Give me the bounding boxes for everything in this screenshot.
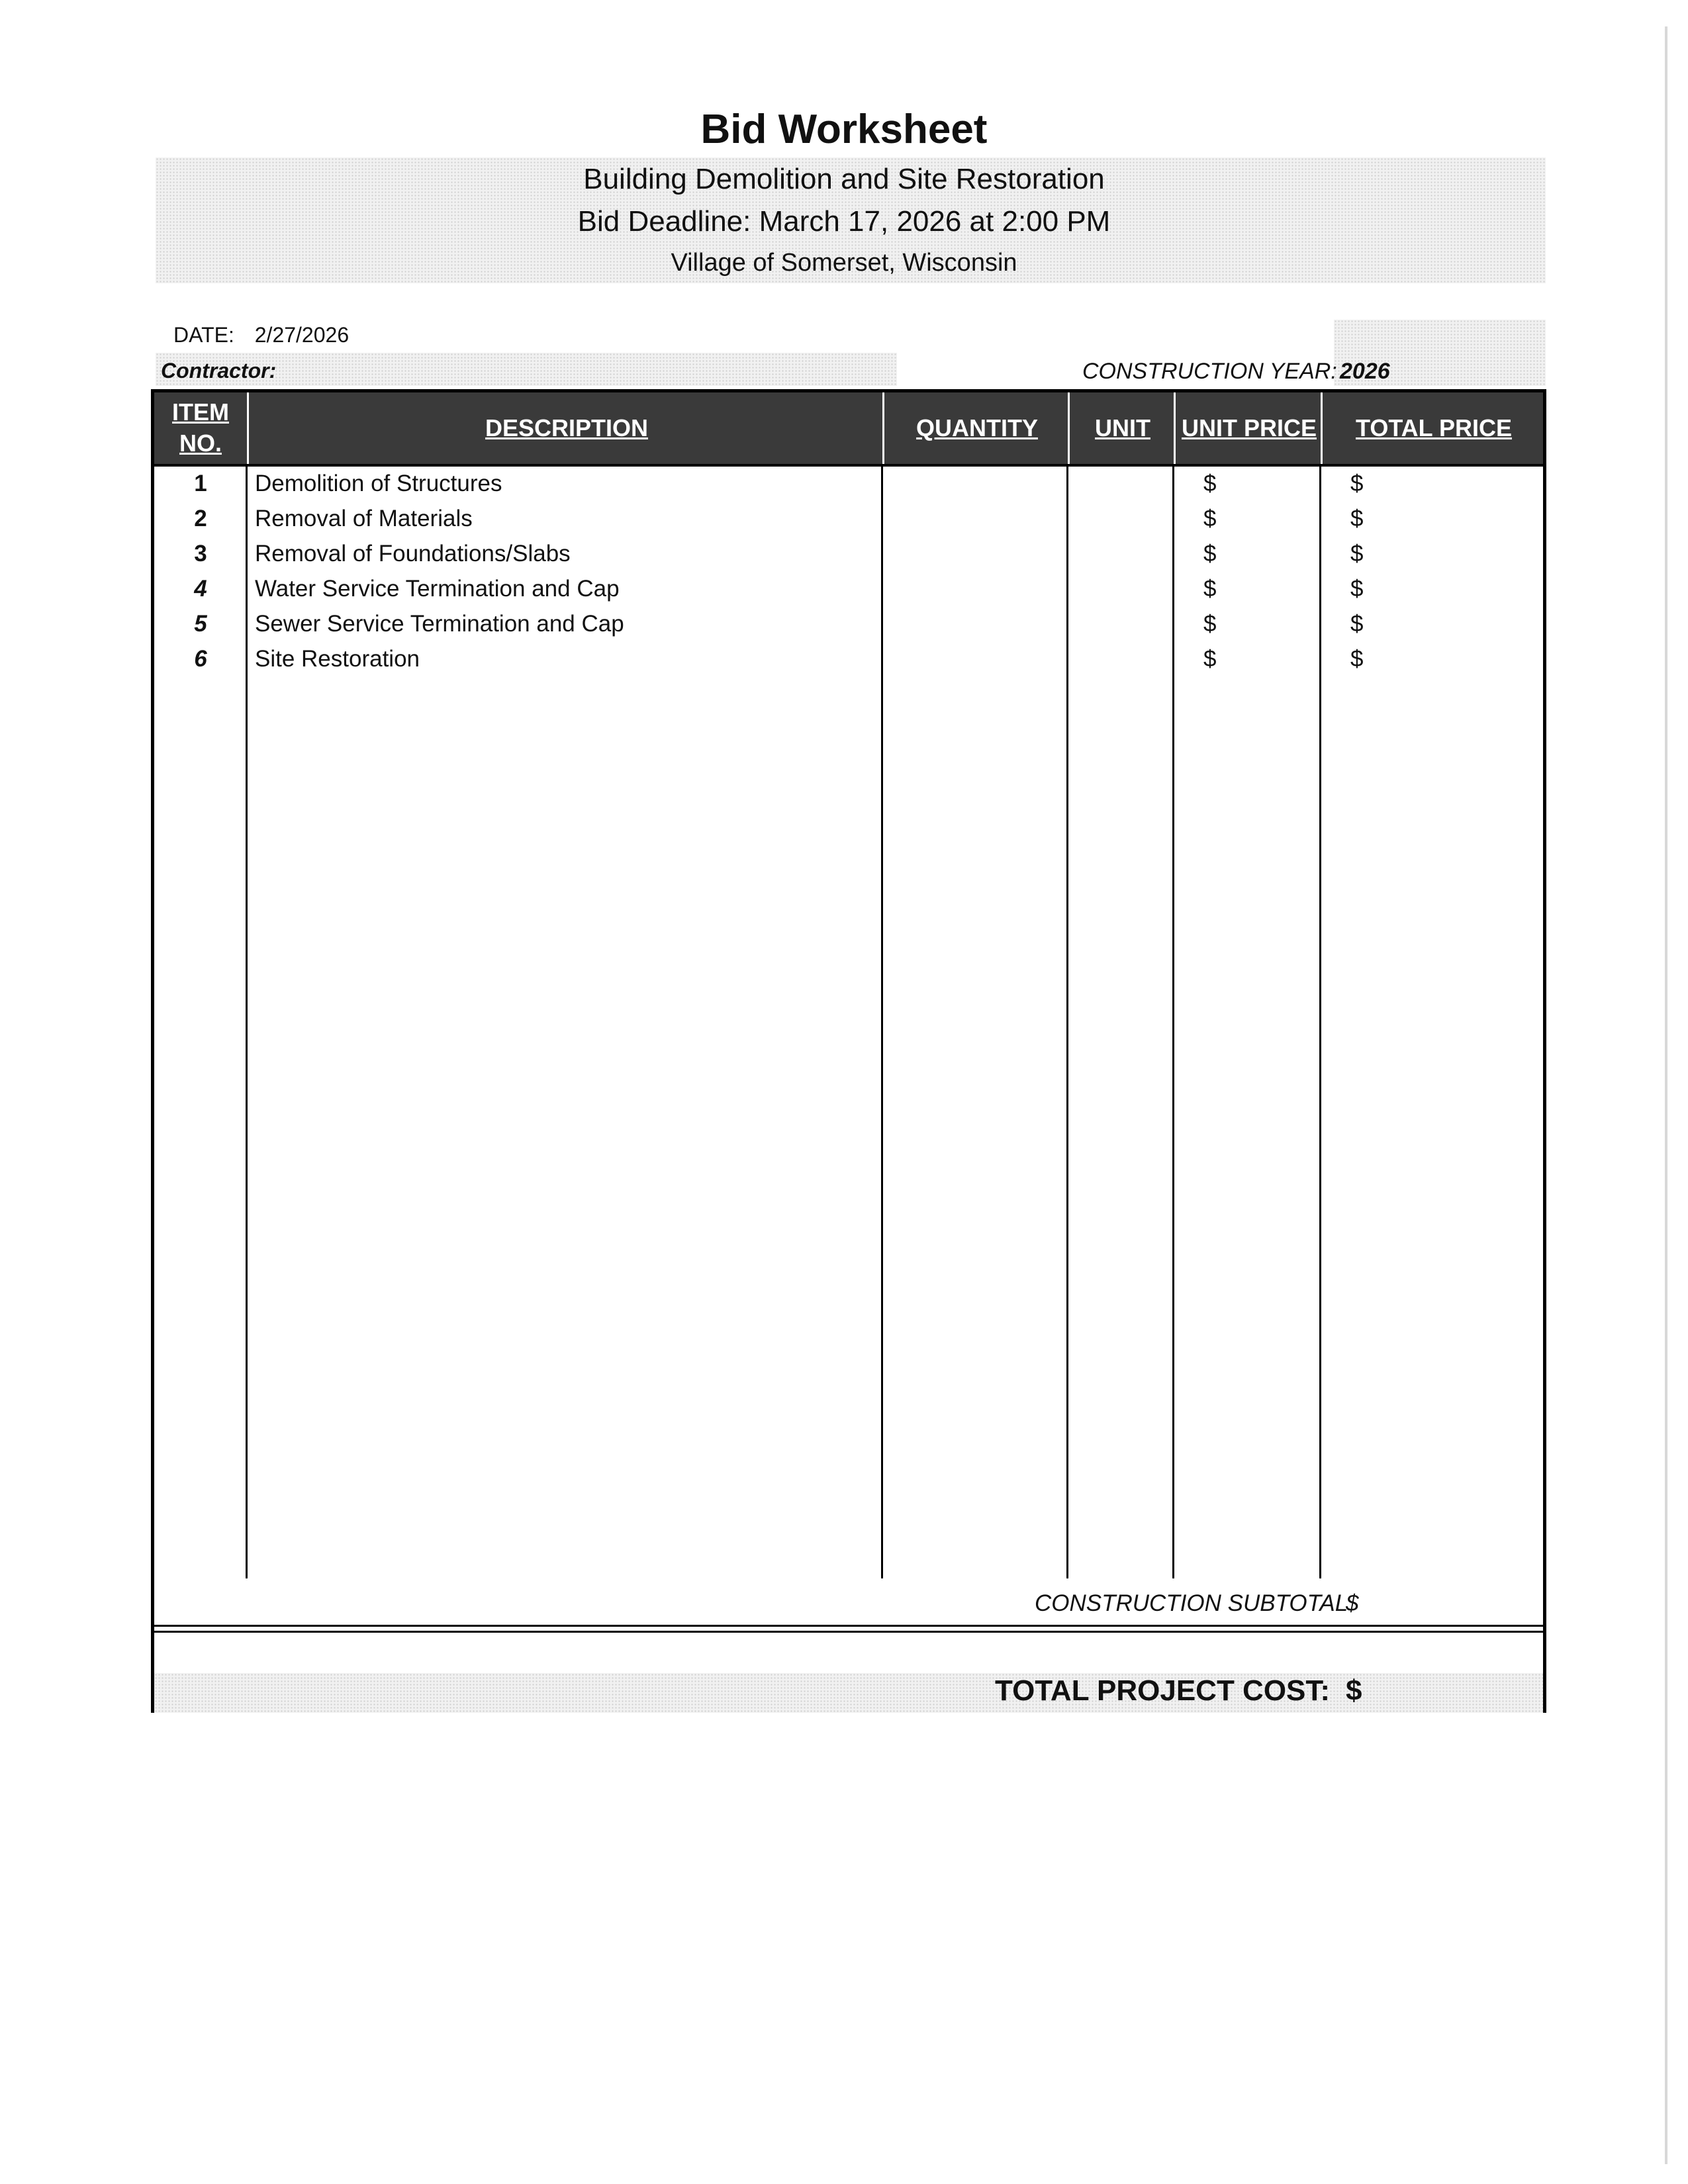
page-title: Bid Worksheet xyxy=(700,107,988,152)
subtotal-value[interactable]: $ xyxy=(1346,1590,1359,1616)
unit-price-cell[interactable]: $ xyxy=(1203,576,1217,602)
total-price-cell[interactable]: $ xyxy=(1350,506,1364,531)
bid-table xyxy=(151,389,1546,1713)
col-quantity: QUANTITY xyxy=(882,392,1070,464)
unit-price-cell[interactable]: $ xyxy=(1203,611,1217,637)
unit-price-cell[interactable]: $ xyxy=(1203,646,1217,672)
table-row xyxy=(154,541,1543,575)
col-total-price: TOTAL PRICE xyxy=(1321,392,1545,464)
table-row xyxy=(154,506,1543,540)
page-edge-line xyxy=(1665,26,1667,2164)
total-price-cell[interactable]: $ xyxy=(1350,646,1364,672)
table-header xyxy=(154,392,1543,467)
item-description: Sewer Service Termination and Cap xyxy=(255,611,624,637)
item-no: 3 xyxy=(194,541,207,567)
contractor-label: Contractor: xyxy=(161,359,277,383)
total-price-cell[interactable]: $ xyxy=(1350,471,1364,496)
item-no: 4 xyxy=(194,576,207,602)
construction-year-value: 2026 xyxy=(1340,359,1390,384)
total-label: TOTAL PROJECT COST: xyxy=(995,1674,1331,1707)
construction-year-label: CONSTRUCTION YEAR: xyxy=(1082,359,1337,384)
col-unit: UNIT xyxy=(1068,392,1176,464)
item-no: 6 xyxy=(194,646,207,672)
total-band xyxy=(154,1673,1543,1713)
bid-deadline: Bid Deadline: March 17, 2026 at 2:00 PM xyxy=(577,205,1111,238)
item-no: 2 xyxy=(194,506,207,531)
subtotal-label: CONSTRUCTION SUBTOTAL xyxy=(1035,1590,1348,1616)
item-description: Water Service Termination and Cap xyxy=(255,576,620,602)
date-row xyxy=(173,323,349,347)
item-description: Demolition of Structures xyxy=(255,471,502,496)
table-row xyxy=(154,611,1543,645)
unit-price-cell[interactable]: $ xyxy=(1203,506,1217,531)
col-unit-price: UNIT PRICE xyxy=(1174,392,1323,464)
col-description: DESCRIPTION xyxy=(247,392,884,464)
col-item-no: ITEM NO. xyxy=(172,398,229,457)
unit-price-cell[interactable]: $ xyxy=(1203,471,1217,496)
owner-name: Village of Somerset, Wisconsin xyxy=(671,249,1017,277)
total-price-cell[interactable]: $ xyxy=(1350,541,1364,567)
table-row xyxy=(154,471,1543,505)
total-value[interactable]: $ xyxy=(1346,1674,1362,1707)
table-row xyxy=(154,576,1543,610)
total-price-cell[interactable]: $ xyxy=(1350,576,1364,602)
date-value: 2/27/2026 xyxy=(254,323,350,347)
date-label: DATE: xyxy=(173,323,234,347)
project-name: Building Demolition and Site Restoration xyxy=(583,163,1105,195)
item-description: Site Restoration xyxy=(255,646,420,672)
table-row xyxy=(154,646,1543,680)
double-rule xyxy=(154,1625,1543,1633)
item-no: 1 xyxy=(194,471,207,496)
item-description: Removal of Foundations/Slabs xyxy=(255,541,571,567)
item-description: Removal of Materials xyxy=(255,506,473,531)
unit-price-cell[interactable]: $ xyxy=(1203,541,1217,567)
total-price-cell[interactable]: $ xyxy=(1350,611,1364,637)
item-no: 5 xyxy=(194,611,207,637)
